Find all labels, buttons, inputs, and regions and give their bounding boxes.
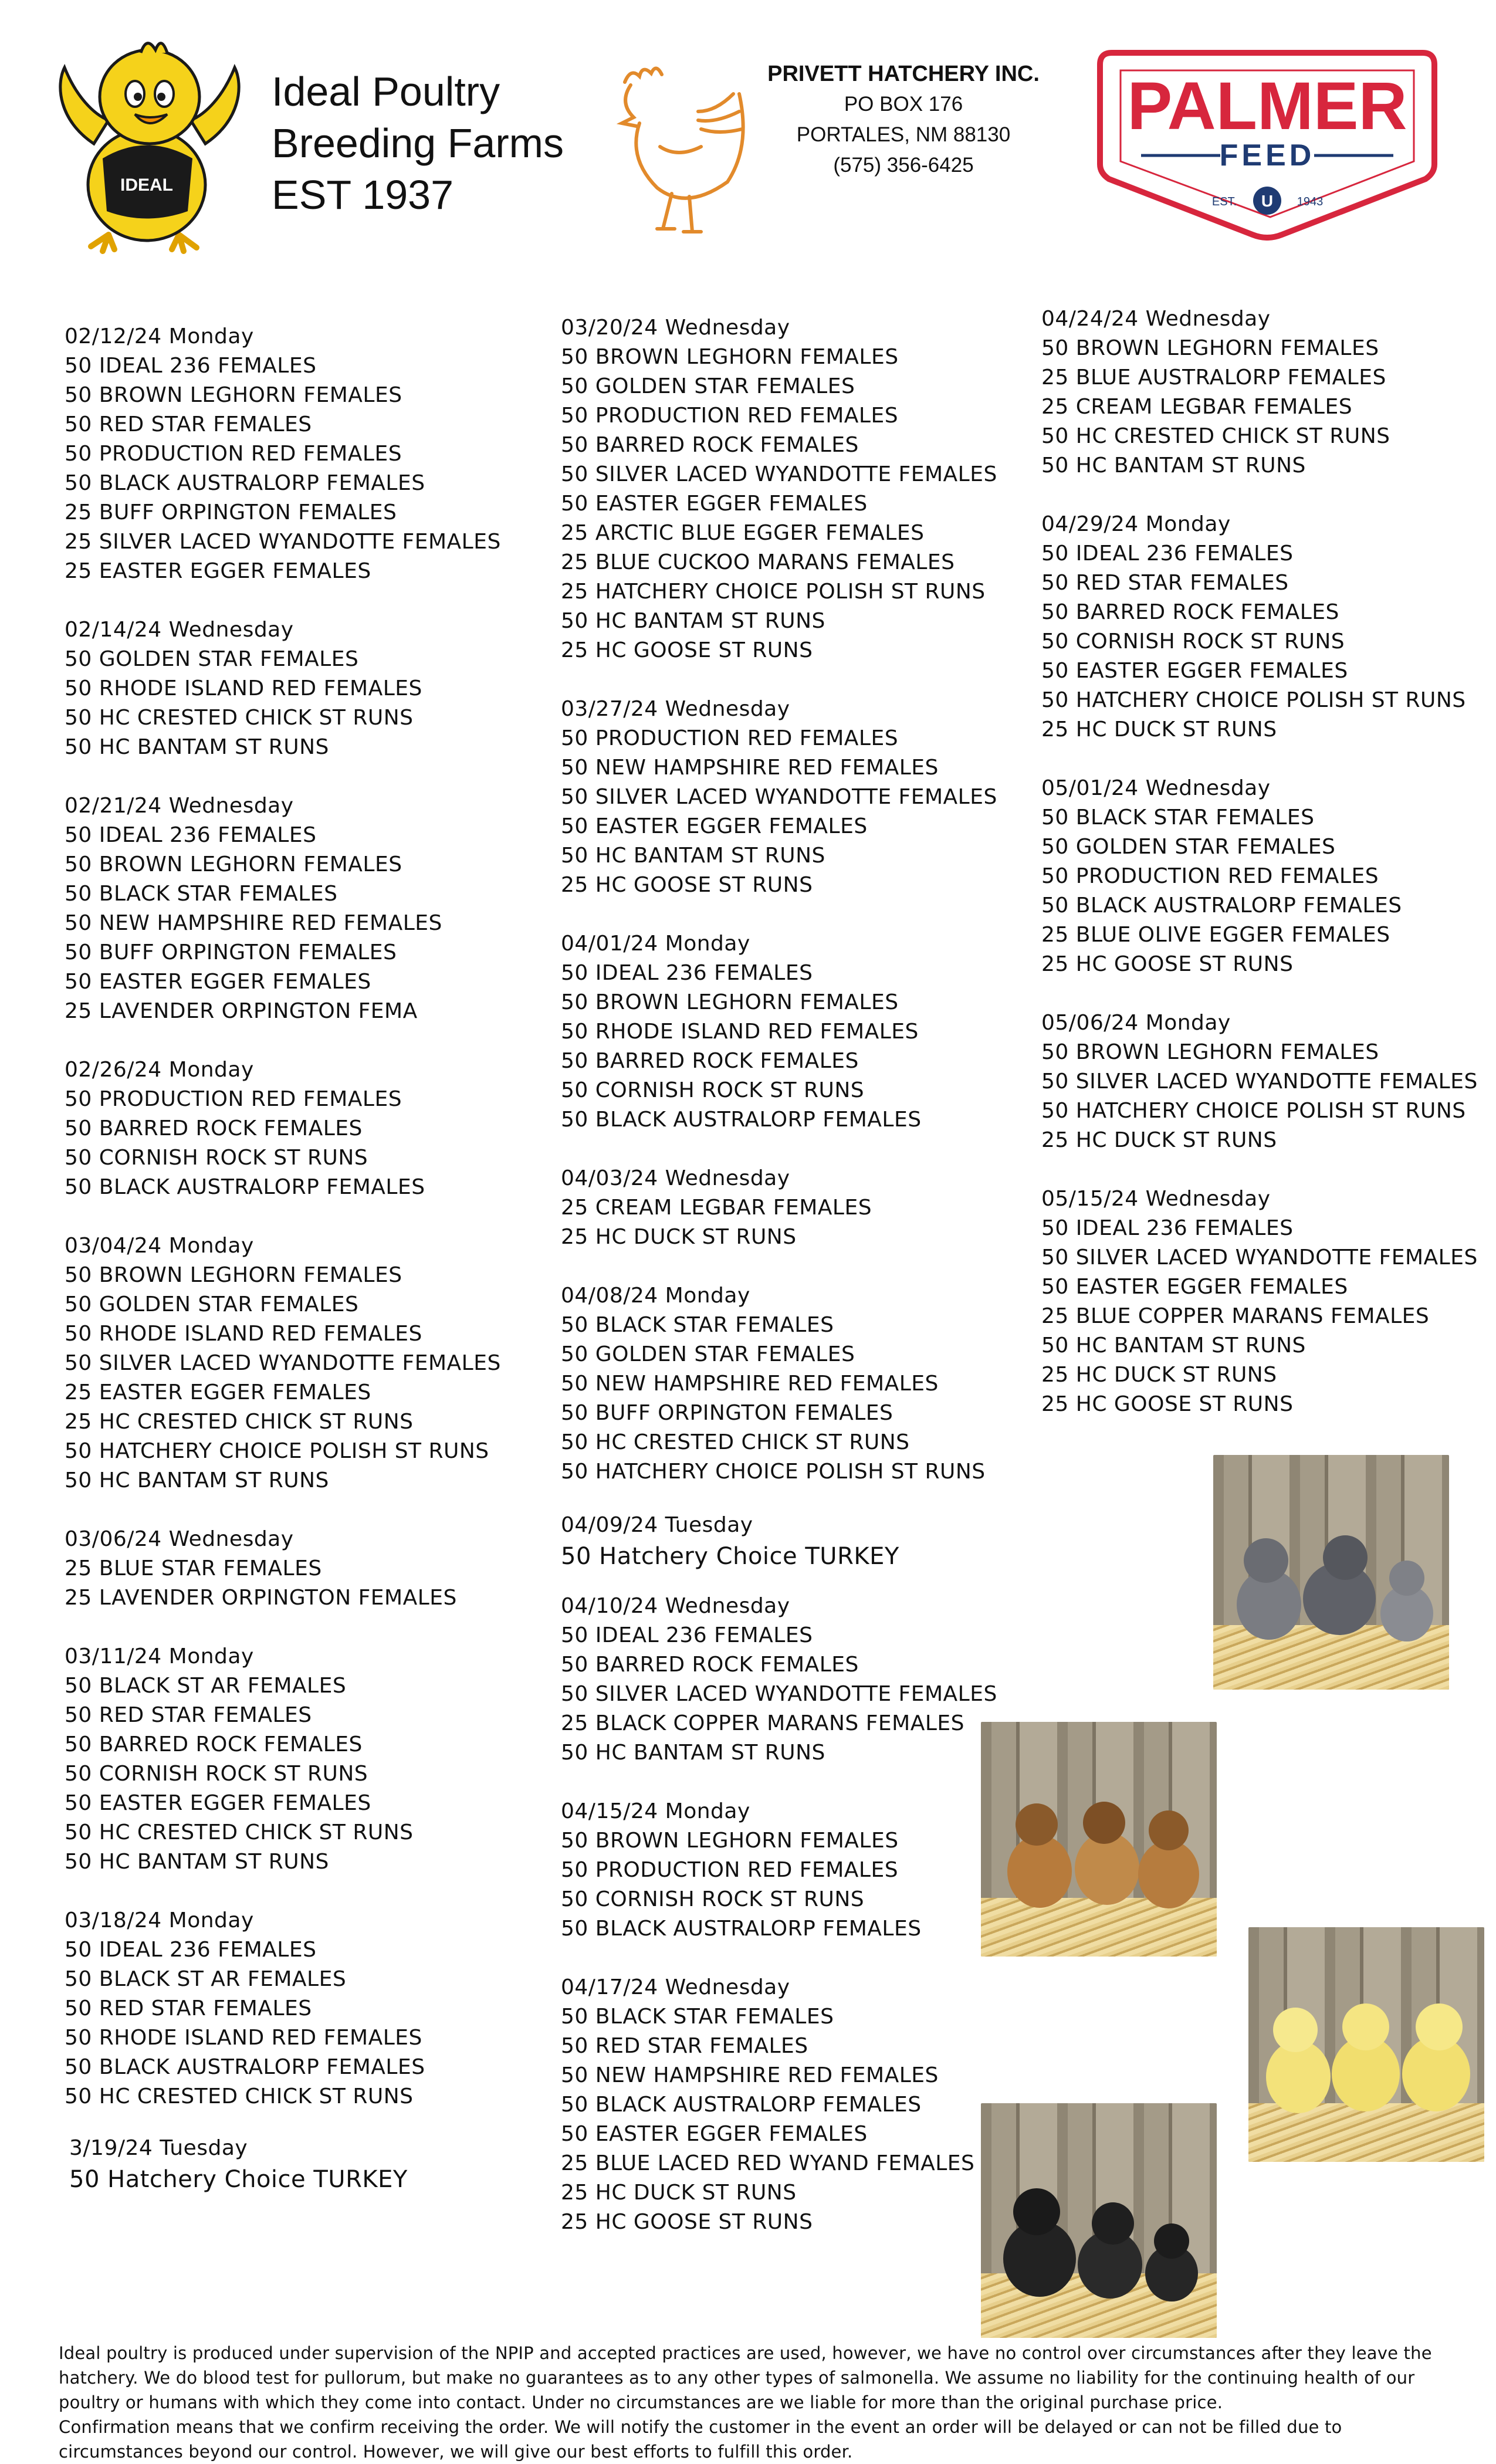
hatch-date-group: [65, 791, 501, 1026]
order-line: 50 PRODUCTION RED FEMALES: [561, 1858, 899, 1882]
order-line: 50 HC BANTAM ST RUNS: [65, 1468, 329, 1492]
order-line: 50 GOLDEN STAR FEMALES: [1041, 835, 1336, 859]
turkey-line: 50 Hatchery Choice TURKEY: [561, 1543, 899, 1570]
hatch-date-group: [1041, 1184, 1478, 1419]
privett-address-line: PO BOX 176: [844, 93, 963, 116]
order-line: 50 EASTER EGGER FEMALES: [561, 492, 868, 516]
order-line: 25 ARCTIC BLUE EGGER FEMALES: [561, 521, 925, 545]
order-line: 50 EASTER EGGER FEMALES: [65, 1791, 371, 1815]
order-line: 50 IDEAL 236 FEMALES: [1041, 1216, 1294, 1240]
chicks-photo-black: [981, 2103, 1217, 2338]
order-line: 50 IDEAL 236 FEMALES: [1041, 541, 1294, 566]
order-line: 50 BLACK AUSTRALORP FEMALES: [561, 1917, 922, 1941]
order-line: 50 BARRED ROCK FEMALES: [561, 1049, 859, 1073]
order-line: 50 HATCHERY CHOICE POLISH ST RUNS: [1041, 688, 1466, 712]
schedule-column-2b: [561, 1592, 997, 2266]
ideal-logo-text: IDEAL: [120, 175, 173, 195]
disclaimer-footer: [59, 2341, 1443, 2464]
hatch-date-group: [65, 1055, 501, 1202]
order-line: 50 HC BANTAM ST RUNS: [65, 735, 329, 759]
order-line: 50 BLACK STAR FEMALES: [561, 1313, 834, 1337]
hatch-date-group: [65, 322, 501, 586]
hatch-date-group: [65, 1525, 501, 1613]
order-line: 25 HC DUCK ST RUNS: [1041, 717, 1277, 742]
order-line: 50 PRODUCTION RED FEMALES: [561, 404, 899, 428]
ideal-title-line: Breeding Farms: [272, 120, 564, 166]
order-line: 50 HC CRESTED CHICK ST RUNS: [65, 1820, 414, 1844]
chicks-photo-yellow: [1248, 1927, 1484, 2162]
order-line: 25 BUFF ORPINGTON FEMALES: [65, 500, 397, 524]
hatch-date: 03/18/24 Monday: [65, 1908, 254, 1932]
order-line: 50 PRODUCTION RED FEMALES: [65, 442, 402, 466]
order-line: 50 SILVER LACED WYANDOTTE FEMALES: [65, 1351, 501, 1375]
order-line: 50 BLACK STAR FEMALES: [1041, 805, 1315, 830]
order-line: 25 HC GOOSE ST RUNS: [561, 2210, 813, 2234]
order-line: 50 RED STAR FEMALES: [65, 1996, 312, 2020]
order-line: 50 GOLDEN STAR FEMALES: [561, 1342, 855, 1366]
hatch-date: 04/01/24 Monday: [561, 932, 750, 956]
order-line: 50 HC CRESTED CHICK ST RUNS: [65, 706, 414, 730]
palmer-sub-text: FEED: [1219, 138, 1315, 172]
order-line: 50 HC CRESTED CHICK ST RUNS: [65, 2084, 414, 2108]
order-line: 25 BLUE OLIVE EGGER FEMALES: [1041, 923, 1390, 947]
order-line: 50 IDEAL 236 FEMALES: [65, 1938, 317, 1962]
hatch-date: 04/29/24 Monday: [1041, 512, 1231, 536]
order-line: 25 HC CRESTED CHICK ST RUNS: [65, 1410, 414, 1434]
turkey-date: 04/09/24 Tuesday: [561, 1513, 753, 1537]
chicks-photo-brown: [981, 1722, 1217, 1957]
order-line: 50 BUFF ORPINGTON FEMALES: [65, 940, 397, 964]
order-line: 50 BARRED ROCK FEMALES: [65, 1116, 363, 1140]
order-line: 50 BARRED ROCK FEMALES: [561, 1653, 859, 1677]
hatch-date-group: [1041, 510, 1478, 744]
hatch-date: 02/21/24 Wednesday: [65, 794, 294, 818]
order-line: 50 BROWN LEGHORN FEMALES: [65, 1263, 402, 1287]
order-line: 50 CORNISH ROCK ST RUNS: [65, 1146, 368, 1170]
hatch-date: 02/14/24 Wednesday: [65, 618, 294, 642]
order-line: 25 HC DUCK ST RUNS: [561, 1225, 797, 1249]
hatch-date: 04/08/24 Monday: [561, 1284, 750, 1308]
order-line: 50 IDEAL 236 FEMALES: [561, 961, 813, 985]
order-line: 50 EASTER EGGER FEMALES: [1041, 1275, 1348, 1299]
hatch-date-group: [1041, 1008, 1478, 1155]
order-line: 25 CREAM LEGBAR FEMALES: [561, 1196, 872, 1220]
hatch-date: 05/06/24 Monday: [1041, 1011, 1231, 1035]
order-line: 50 EASTER EGGER FEMALES: [65, 970, 371, 994]
order-line: 50 HATCHERY CHOICE POLISH ST RUNS: [1041, 1099, 1466, 1123]
order-line: 25 BLUE STAR FEMALES: [65, 1556, 322, 1580]
order-line: 50 BROWN LEGHORN FEMALES: [561, 1829, 899, 1853]
order-line: 25 BLUE COPPER MARANS FEMALES: [1041, 1304, 1430, 1328]
order-line: 50 RHODE ISLAND RED FEMALES: [65, 676, 422, 700]
order-line: 25 HC DUCK ST RUNS: [1041, 1128, 1277, 1152]
order-line: 50 IDEAL 236 FEMALES: [561, 1623, 813, 1647]
order-line: 25 CREAM LEGBAR FEMALES: [1041, 395, 1353, 419]
order-line: 50 RED STAR FEMALES: [65, 412, 312, 436]
order-line: 50 RED STAR FEMALES: [561, 2034, 808, 2058]
chicks-photo-gray: [1213, 1455, 1449, 1690]
order-line: 50 NEW HAMPSHIRE RED FEMALES: [561, 1372, 939, 1396]
order-line: 25 BLUE LACED RED WYAND FEMALES: [561, 2151, 975, 2175]
hatch-date: 03/04/24 Monday: [65, 1234, 254, 1258]
order-line: 50 BROWN LEGHORN FEMALES: [561, 990, 899, 1014]
hatch-date-group: [65, 1906, 501, 2111]
order-line: 50 BLACK AUSTRALORP FEMALES: [561, 2093, 922, 2117]
order-line: 25 BLACK COPPER MARANS FEMALES: [561, 1711, 964, 1735]
order-line: 50 CORNISH ROCK ST RUNS: [561, 1078, 865, 1102]
hatch-date-group: [561, 1973, 997, 2237]
order-line: 50 BROWN LEGHORN FEMALES: [65, 383, 402, 407]
order-line: 25 SILVER LACED WYANDOTTE FEMALES: [65, 530, 501, 554]
hatch-date-group: [561, 695, 997, 900]
hatch-date: 04/24/24 Wednesday: [1041, 307, 1271, 331]
order-line: 50 SILVER LACED WYANDOTTE FEMALES: [561, 785, 997, 809]
order-line: 50 HC BANTAM ST RUNS: [561, 1741, 825, 1765]
order-line: 50 BARRED ROCK FEMALES: [1041, 600, 1339, 624]
confirmation-paragraph: Confirmation means that we confirm receiving the order. We will notify the customer in the event an order will be delayed or can not be filled due to circumstances beyond our control. However, we will give our best efforts to fulfill this order.: [59, 2417, 1342, 2462]
order-line: 50 HC BANTAM ST RUNS: [561, 609, 825, 633]
hatch-date: 02/12/24 Monday: [65, 324, 254, 348]
order-line: 50 PRODUCTION RED FEMALES: [65, 1087, 402, 1111]
palmer-badge: U: [1261, 192, 1274, 210]
order-line: 50 CORNISH ROCK ST RUNS: [1041, 629, 1345, 654]
order-line: 50 GOLDEN STAR FEMALES: [65, 647, 359, 671]
hatch-date-group: [561, 1592, 997, 1768]
order-line: 50 PRODUCTION RED FEMALES: [1041, 864, 1379, 888]
hatch-date: 04/17/24 Wednesday: [561, 1975, 790, 1999]
order-line: 50 BROWN LEGHORN FEMALES: [65, 852, 402, 876]
order-line: 50 SILVER LACED WYANDOTTE FEMALES: [1041, 1069, 1478, 1094]
order-line: 50 NEW HAMPSHIRE RED FEMALES: [561, 756, 939, 780]
order-line: 25 BLUE AUSTRALORP FEMALES: [1041, 365, 1386, 390]
order-line: 50 PRODUCTION RED FEMALES: [561, 726, 899, 750]
order-line: 50 IDEAL 236 FEMALES: [65, 354, 317, 378]
order-line: 50 GOLDEN STAR FEMALES: [65, 1292, 359, 1316]
turkey-date: 3/19/24 Tuesday: [69, 2136, 248, 2160]
disclaimer-paragraph: Ideal poultry is produced under supervision of the NPIP and accepted practices are used, however, we have no control over circumstances after they leave the hatchery. We do blood test for pullorum, but make no guarantees as to any other types of salmonella. We assume no liability for the continuing health of our poultry or humans with which they come into contact. Under no circumstances are we liable for more than the original purchase price.: [59, 2343, 1432, 2412]
order-line: 25 HC DUCK ST RUNS: [1041, 1363, 1277, 1387]
order-line: 25 LAVENDER ORPINGTON FEMALES: [65, 1586, 457, 1610]
order-line: 50 BLACK STAR FEMALES: [561, 2005, 834, 2029]
order-line: 50 NEW HAMPSHIRE RED FEMALES: [561, 2063, 939, 2087]
order-line: 25 HC GOOSE ST RUNS: [561, 873, 813, 897]
order-line: 50 BARRED ROCK FEMALES: [65, 1732, 363, 1756]
order-line: 50 EASTER EGGER FEMALES: [561, 2122, 868, 2146]
turkey-line: 50 Hatchery Choice TURKEY: [69, 2166, 408, 2193]
order-line: 50 BLACK STAR FEMALES: [65, 882, 338, 906]
hatch-date-group: [561, 1797, 997, 1944]
privett-address-line: PORTALES, NM 88130: [796, 123, 1011, 146]
order-line: 50 BLACK AUSTRALORP FEMALES: [65, 471, 425, 495]
hatch-date: 04/10/24 Wednesday: [561, 1594, 790, 1618]
turkey-order-2: [561, 1511, 899, 1573]
privett-address-line: (575) 356-6425: [833, 154, 974, 177]
ideal-title-line: Ideal Poultry: [272, 69, 500, 114]
order-line: 50 BROWN LEGHORN FEMALES: [1041, 336, 1379, 360]
hatch-date-group: [1041, 304, 1478, 480]
order-line: 50 GOLDEN STAR FEMALES: [561, 374, 855, 398]
order-line: 25 EASTER EGGER FEMALES: [65, 559, 371, 583]
hatch-date-group: [561, 1164, 997, 1252]
order-line: 50 BROWN LEGHORN FEMALES: [561, 345, 899, 369]
schedule-column-3: [1041, 304, 1478, 1448]
order-line: 50 RHODE ISLAND RED FEMALES: [561, 1020, 919, 1044]
hatch-date: 03/27/24 Wednesday: [561, 697, 790, 721]
hatch-date: 03/20/24 Wednesday: [561, 316, 790, 340]
order-line: 50 CORNISH ROCK ST RUNS: [561, 1887, 865, 1911]
order-line: 50 BLACK AUSTRALORP FEMALES: [65, 1175, 425, 1199]
order-line: 50 BARRED ROCK FEMALES: [561, 433, 859, 457]
ideal-title: [272, 66, 564, 221]
order-line: 50 HC BANTAM ST RUNS: [1041, 453, 1306, 478]
hatch-date: 03/11/24 Monday: [65, 1644, 254, 1668]
hatch-date: 05/01/24 Wednesday: [1041, 776, 1271, 800]
order-line: 50 RED STAR FEMALES: [1041, 571, 1289, 595]
palmer-est-left: EST.: [1211, 195, 1237, 208]
hatch-date-group: [65, 615, 501, 762]
hatch-date: 05/15/24 Wednesday: [1041, 1187, 1271, 1211]
order-line: 50 NEW HAMPSHIRE RED FEMALES: [65, 911, 442, 935]
order-line: 50 RHODE ISLAND RED FEMALES: [65, 1322, 422, 1346]
palmer-est-right: 1943: [1297, 195, 1324, 208]
ideal-logo: [53, 32, 246, 255]
order-line: 50 BLACK AUSTRALORP FEMALES: [65, 2055, 425, 2079]
order-line: 25 HC GOOSE ST RUNS: [1041, 952, 1294, 976]
order-line: 25 HC GOOSE ST RUNS: [561, 638, 813, 662]
order-line: 25 LAVENDER ORPINGTON FEMA: [65, 999, 418, 1023]
palmer-feed-logo: [1094, 47, 1440, 241]
hatch-date-group: [65, 1642, 501, 1877]
ideal-title-line: EST 1937: [272, 172, 454, 218]
order-line: 25 HC DUCK ST RUNS: [561, 2181, 797, 2205]
order-line: 50 HC BANTAM ST RUNS: [65, 1850, 329, 1874]
order-line: 50 HC BANTAM ST RUNS: [561, 844, 825, 868]
order-line: 25 HATCHERY CHOICE POLISH ST RUNS: [561, 580, 986, 604]
hatch-date-group: [65, 1231, 501, 1495]
order-line: 50 RHODE ISLAND RED FEMALES: [65, 2026, 422, 2050]
hatch-date-group: [561, 1281, 997, 1487]
turkey-order-1: [69, 2134, 408, 2196]
order-line: 50 BLACK AUSTRALORP FEMALES: [1041, 893, 1402, 918]
hatch-date: 04/15/24 Monday: [561, 1799, 750, 1823]
order-line: 50 SILVER LACED WYANDOTTE FEMALES: [1041, 1245, 1478, 1270]
order-line: 50 HATCHERY CHOICE POLISH ST RUNS: [561, 1460, 986, 1484]
order-line: 50 HATCHERY CHOICE POLISH ST RUNS: [65, 1439, 489, 1463]
schedule-column-1: [65, 322, 501, 2141]
order-line: 50 HC CRESTED CHICK ST RUNS: [561, 1430, 910, 1454]
order-line: 50 EASTER EGGER FEMALES: [561, 814, 868, 838]
order-line: 50 HC CRESTED CHICK ST RUNS: [1041, 424, 1390, 448]
order-line: 50 RED STAR FEMALES: [65, 1703, 312, 1727]
hatch-date-group: [1041, 774, 1478, 979]
privett-address-block: [727, 59, 1079, 181]
schedule-column-2a: [561, 313, 997, 1516]
palmer-brand-text: PALMER: [1127, 69, 1407, 144]
hatch-date-group: [561, 929, 997, 1135]
order-line: 50 SILVER LACED WYANDOTTE FEMALES: [561, 462, 997, 486]
order-line: 50 BLACK ST AR FEMALES: [65, 1674, 347, 1698]
hatch-date: 03/06/24 Wednesday: [65, 1527, 294, 1551]
order-line: 25 EASTER EGGER FEMALES: [65, 1380, 371, 1404]
order-line: 50 BLACK AUSTRALORP FEMALES: [561, 1108, 922, 1132]
privett-name: PRIVETT HATCHERY INC.: [767, 62, 1040, 86]
order-line: 25 BLUE CUCKOO MARANS FEMALES: [561, 550, 955, 574]
hatch-date-group: [561, 313, 997, 665]
order-line: 50 HC BANTAM ST RUNS: [1041, 1333, 1306, 1358]
order-line: 50 IDEAL 236 FEMALES: [65, 823, 317, 847]
order-line: 25 HC GOOSE ST RUNS: [1041, 1392, 1294, 1416]
hatch-date: 02/26/24 Monday: [65, 1058, 254, 1082]
order-line: 50 BROWN LEGHORN FEMALES: [1041, 1040, 1379, 1064]
hatch-date: 04/03/24 Wednesday: [561, 1166, 790, 1190]
order-line: 50 SILVER LACED WYANDOTTE FEMALES: [561, 1682, 997, 1706]
order-line: 50 EASTER EGGER FEMALES: [1041, 659, 1348, 683]
order-line: 50 BUFF ORPINGTON FEMALES: [561, 1401, 893, 1425]
order-line: 50 BLACK ST AR FEMALES: [65, 1967, 347, 1991]
order-line: 50 CORNISH ROCK ST RUNS: [65, 1762, 368, 1786]
